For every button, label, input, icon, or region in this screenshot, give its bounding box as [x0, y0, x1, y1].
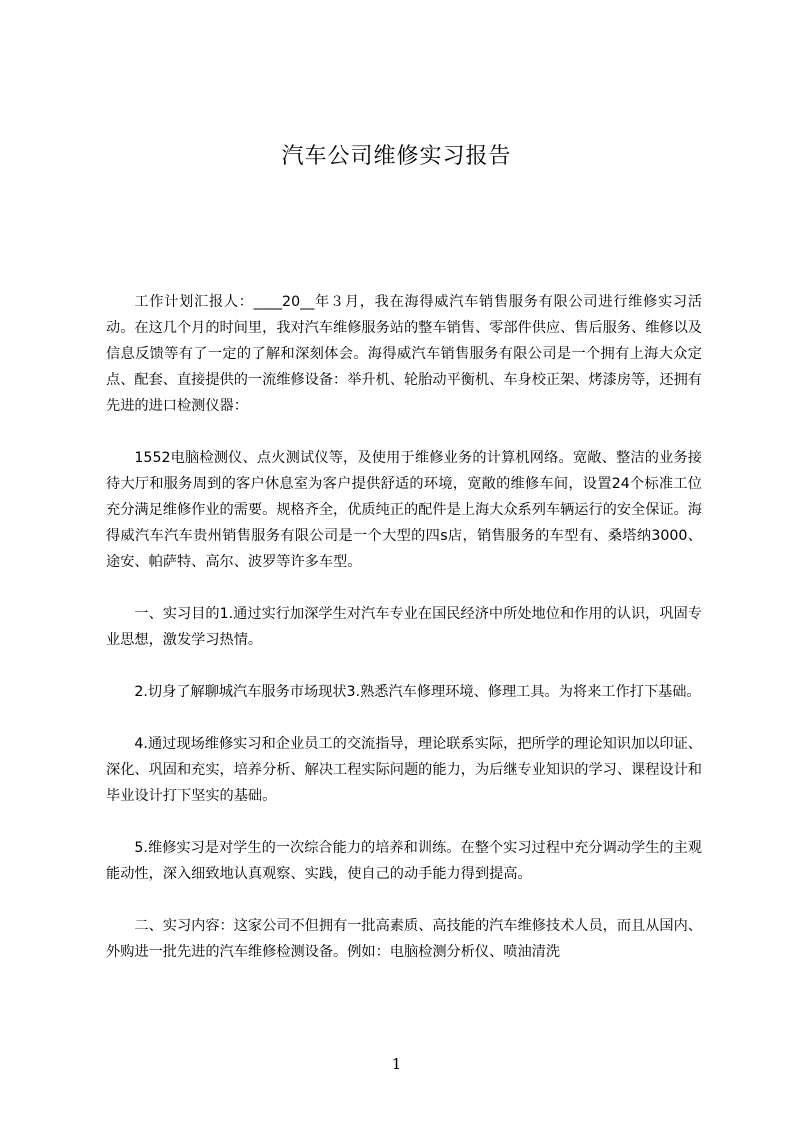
paragraph-purpose-5: 5.维修实习是对学生的一次综合能力的培养和训练。在整个实习过程中充分调动学生的主观能动性，深入细致地认真观察、实践，使自己的动手能力得到提高。: [106, 840, 702, 882]
document-title: 汽车公司维修实习报告: [281, 144, 512, 169]
paragraph-equipment: 1552电脑检测仪、点火测试仪等，及使用于维修业务的计算机网络。宽敞、整洁的业务接待大厅和服务周到的客户休息室为客户提供舒适的环境，宽敞的维修车间，设置24个标准工位充分满足维修作业的需要。规格齐全，优质纯正的配件是上海大众系列车辆运行的安全保证。海得威汽车汽车贵州销售服务有限公司是一个大型的四s店，销售服务的车型有、桑塔纳3000、途安、帕萨特、高尔、波罗等许多车型。: [106, 450, 702, 570]
document-body: [106, 289, 702, 991]
paragraph-content: 二、实习内容：这家公司不但拥有一批高素质、高技能的汽车维修技术人员，而且从国内、外购进一批先进的汽车维修检测设备。例如：电脑检测分析仪、喷油清洗: [106, 918, 702, 960]
page-number: 1: [391, 1055, 402, 1073]
paragraph-purpose-2-3: 2.切身了解聊城汽车服务市场现状3.熟悉汽车修理环境、修理工具。为将来工作打下基础。: [134, 684, 701, 700]
paragraph-purpose-4: 4.通过现场维修实习和企业员工的交流指导，理论联系实际，把所学的理论知识加以印证、深化、巩固和充实，培养分析、解决工程实际问题的能力，为后继专业知识的学习、课程设计和毕业设计打下坚实的基础。: [106, 736, 702, 804]
paragraph-purpose-1: 一、实习目的1.通过实行加深学生对汽车专业在国民经济中所处地位和作用的认识，巩固专业思想，激发学习热情。: [106, 606, 702, 648]
paragraph-intro: 工作计划汇报人：____20__年３月，我在海得威汽车销售服务有限公司进行维修实习活动。在这几个月的时间里，我对汽车维修服务站的整车销售、零部件供应、售后服务、维修以及信息反馈等有了一定的了解和深刻体会。海得威汽车销售服务有限公司是一个拥有上海大众定点、配套、直接提供的一流维修设备：举升机、轮胎动平衡机、车身校正架、烤漆房等，还拥有先进的进口检测仪器：: [106, 294, 702, 414]
